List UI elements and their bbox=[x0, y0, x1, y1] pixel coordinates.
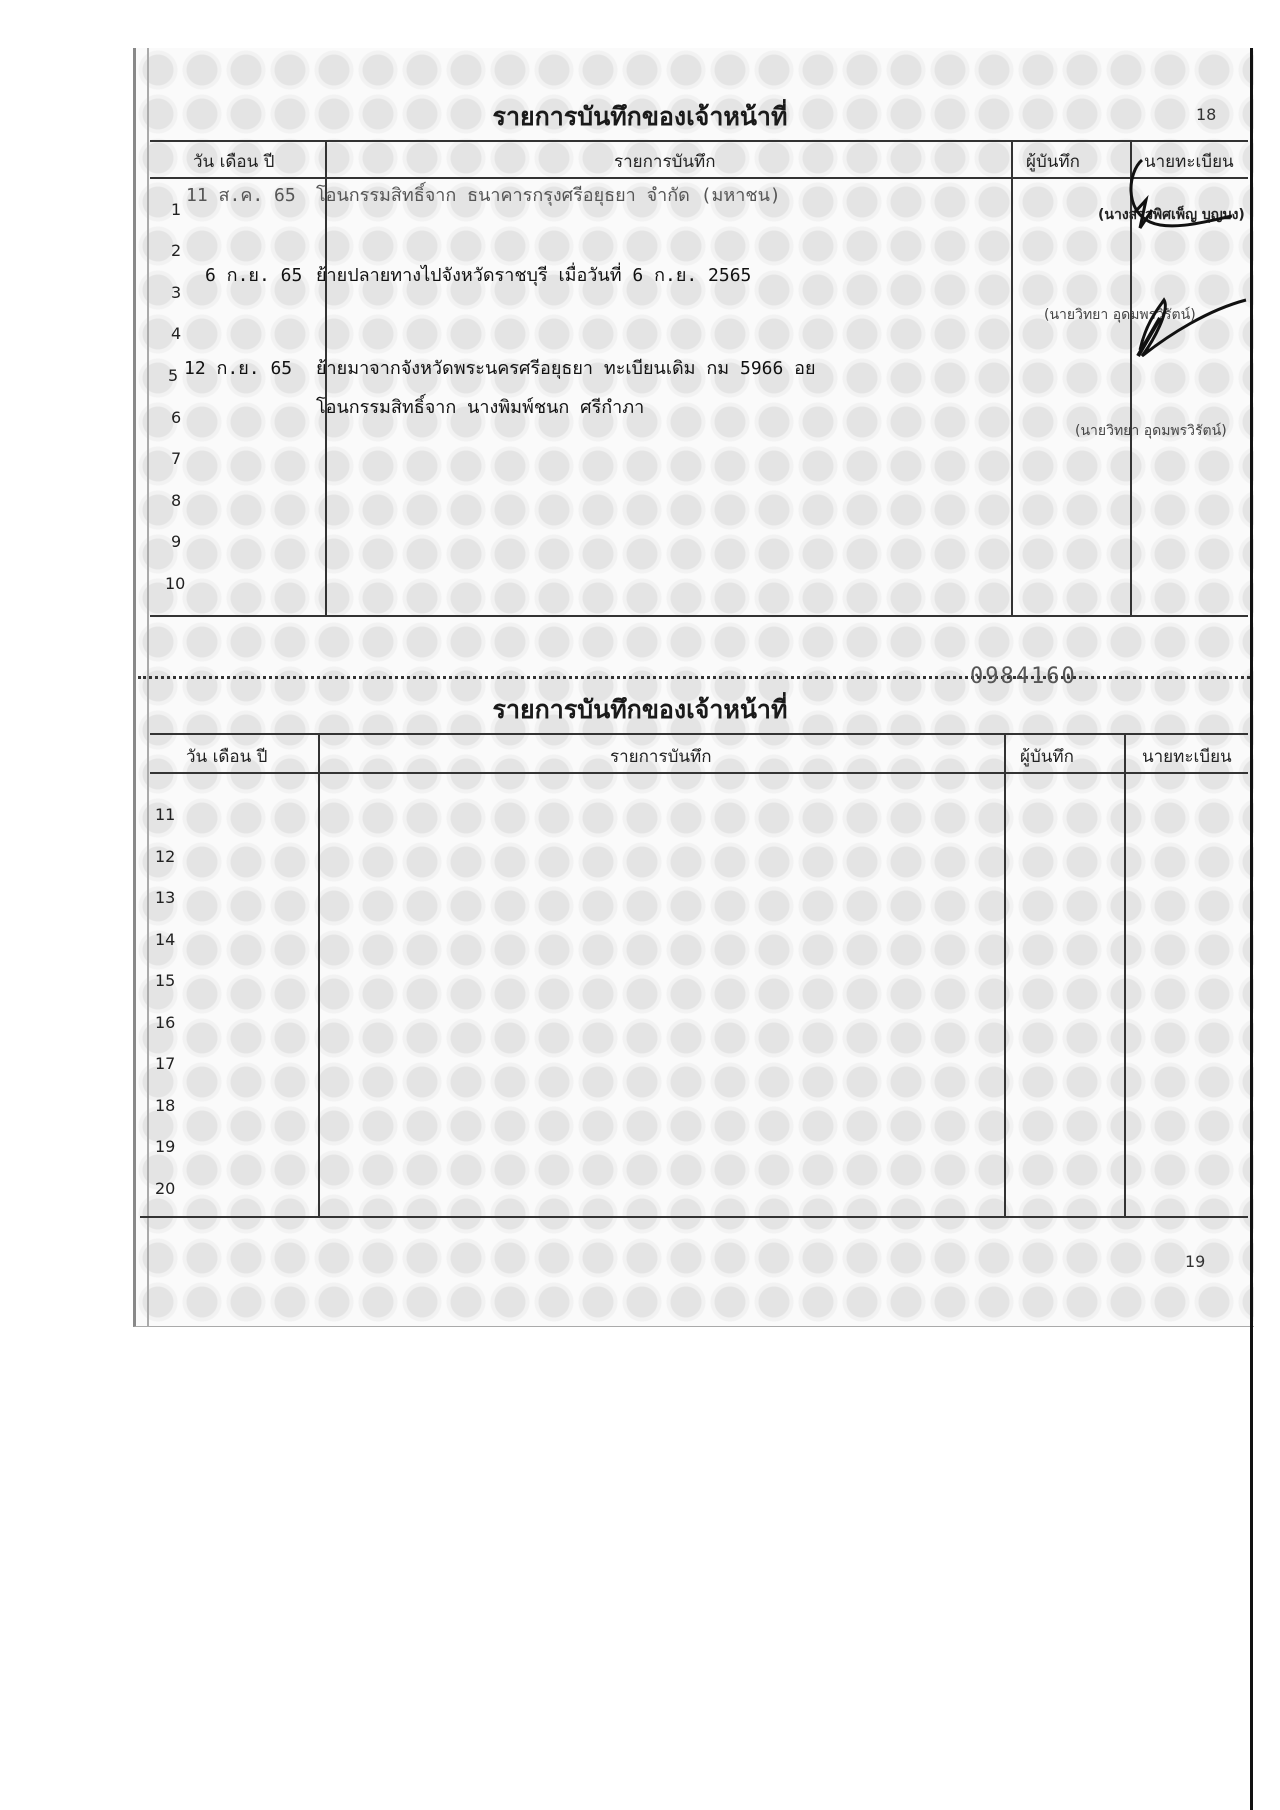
bottom-row-number: 12 bbox=[155, 847, 176, 866]
book-serial-number: 0984160 bbox=[970, 664, 1077, 689]
top-header-registrar: นายทะเบียน bbox=[1144, 152, 1234, 172]
top-row-number: 8 bbox=[171, 491, 182, 510]
top-header-record: รายการบันทึก bbox=[614, 152, 716, 172]
top-row-number: 7 bbox=[171, 449, 182, 468]
top-col-divider-record bbox=[1011, 140, 1013, 617]
registrar-stamp: (นายวิทยา อุดมพรวิรัตน์) bbox=[1044, 307, 1196, 323]
page-right-edge bbox=[1250, 48, 1253, 1810]
top-row-number: 4 bbox=[171, 324, 182, 343]
bottom-page-number: 19 bbox=[1185, 1252, 1206, 1271]
top-row-number: 6 bbox=[171, 408, 182, 427]
entry-text: โอนกรรมสิทธิ์จาก ธนาคารกรุงศรีอยุธยา จำกัด (มหาชน) bbox=[316, 185, 781, 206]
bottom-table-top-border bbox=[150, 733, 1248, 735]
bottom-row-number: 19 bbox=[155, 1137, 176, 1156]
top-table-top-border bbox=[150, 140, 1248, 142]
top-header-recorder: ผู้บันทึก bbox=[1026, 152, 1080, 172]
bottom-header-recorder: ผู้บันทึก bbox=[1020, 747, 1074, 767]
bottom-col-divider-recorder bbox=[1124, 733, 1126, 1218]
top-header-date: วัน เดือน ปี bbox=[193, 152, 275, 172]
entry-date: 6 ก.ย. 65 bbox=[205, 265, 303, 286]
top-table-bottom-border bbox=[150, 615, 1248, 617]
bottom-row-number: 18 bbox=[155, 1096, 176, 1115]
bottom-header-record: รายการบันทึก bbox=[610, 747, 712, 767]
bottom-section-title: รายการบันทึกของเจ้าหน้าที่ bbox=[492, 695, 788, 724]
top-row-number: 1 bbox=[171, 200, 182, 219]
registrar-stamp: (นายวิทยา อุดมพรวิรัตน์) bbox=[1075, 423, 1227, 439]
bottom-col-divider-date bbox=[318, 733, 320, 1218]
perforation-line bbox=[138, 676, 1250, 679]
entry-date: 11 ส.ค. 65 bbox=[186, 185, 296, 206]
bottom-row-number: 16 bbox=[155, 1013, 176, 1032]
bottom-header-date: วัน เดือน ปี bbox=[186, 747, 268, 767]
entry-text: ย้ายมาจากจังหวัดพระนครศรีอยุธยา ทะเบียนเดิม กม 5966 อย bbox=[316, 358, 816, 379]
entry-text: โอนกรรมสิทธิ์จาก นางพิมพ์ชนก ศรีกำภา bbox=[316, 397, 645, 418]
bottom-row-number: 17 bbox=[155, 1054, 176, 1073]
bottom-table-header-border bbox=[150, 772, 1248, 774]
top-row-number: 5 bbox=[168, 366, 179, 385]
bottom-col-divider-record bbox=[1004, 733, 1006, 1218]
bottom-row-number: 20 bbox=[155, 1179, 176, 1198]
entry-text: ย้ายปลายทางไปจังหวัดราชบุรี เมื่อวันที่ 6 ก.ย. 2565 bbox=[316, 265, 752, 286]
handwritten-signature bbox=[1080, 150, 1250, 430]
top-page-number: 18 bbox=[1196, 105, 1217, 124]
top-row-number: 3 bbox=[171, 283, 182, 302]
bottom-row-number: 15 bbox=[155, 971, 176, 990]
top-row-number: 10 bbox=[165, 574, 186, 593]
top-row-number: 2 bbox=[171, 241, 182, 260]
bottom-row-number: 13 bbox=[155, 888, 176, 907]
top-section-title: รายการบันทึกของเจ้าหน้าที่ bbox=[492, 102, 788, 131]
bottom-row-number: 14 bbox=[155, 930, 176, 949]
bottom-table-bottom-border bbox=[140, 1216, 1248, 1218]
top-row-number: 9 bbox=[171, 532, 182, 551]
bottom-row-number: 11 bbox=[155, 805, 176, 824]
page-left-edge bbox=[147, 48, 149, 1326]
bottom-header-registrar: นายทะเบียน bbox=[1142, 747, 1232, 767]
registrar-stamp: (นางสาวพิศเพ็ญ บุญบง) bbox=[1098, 207, 1245, 223]
entry-date: 12 ก.ย. 65 bbox=[184, 358, 293, 379]
